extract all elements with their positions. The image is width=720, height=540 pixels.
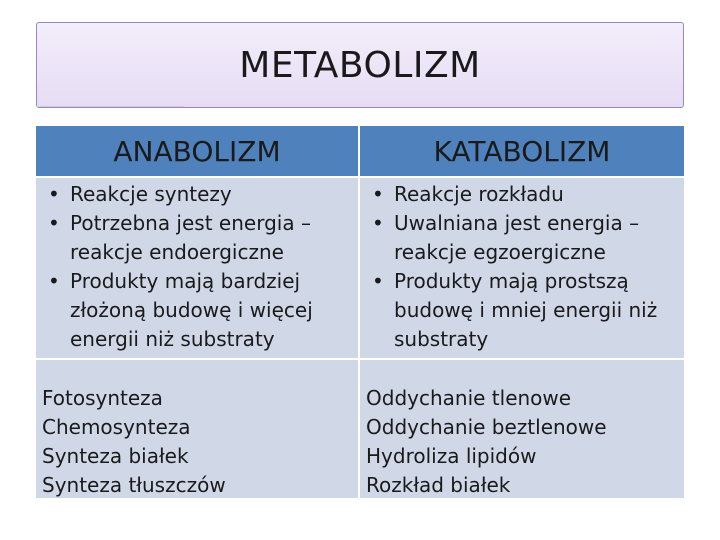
header-katabolizm [360, 126, 684, 176]
list-item: Hydroliza lipidów [366, 444, 537, 468]
header-anabolizm [36, 126, 358, 176]
list-item: Oddychanie beztlenowe [366, 415, 607, 439]
header-anabolizm-label: ANABOLIZM [113, 134, 281, 168]
cell-katabolizm-examples [360, 360, 684, 498]
list-item: Synteza tłuszczów [42, 473, 226, 497]
cell-katabolizm-bullets [360, 178, 684, 358]
list-item: • Produkty mają bardziej złożoną budowę i więcej energii niż substraty [40, 267, 354, 354]
list-item: Synteza białek [42, 444, 189, 468]
list-item: • Reakcje syntezy [40, 180, 354, 209]
header-katabolizm-label: KATABOLIZM [433, 134, 611, 168]
list-item: Fotosynteza [42, 386, 163, 410]
list-item: Oddychanie tlenowe [366, 386, 572, 410]
list-item: Chemosynteza [42, 415, 191, 439]
list-item: • Potrzebna jest energia – reakcje endoergiczne [40, 209, 354, 267]
anabolizm-bullet-list [40, 180, 354, 354]
katabolizm-bullet-list [364, 180, 680, 354]
list-item: • Produkty mają prostszą budowę i mniej energii niż substraty [364, 267, 680, 354]
cell-anabolizm-bullets [36, 178, 358, 358]
list-item: • Reakcje rozkładu [364, 180, 680, 209]
list-item: Rozkład białek [366, 473, 511, 497]
title-underline [36, 106, 184, 107]
title-box [36, 22, 684, 108]
slide-title: METABOLIZM [239, 45, 481, 86]
list-item: • Uwalniana jest energia – reakcje egzoergiczne [364, 209, 680, 267]
cell-anabolizm-examples [36, 360, 358, 498]
